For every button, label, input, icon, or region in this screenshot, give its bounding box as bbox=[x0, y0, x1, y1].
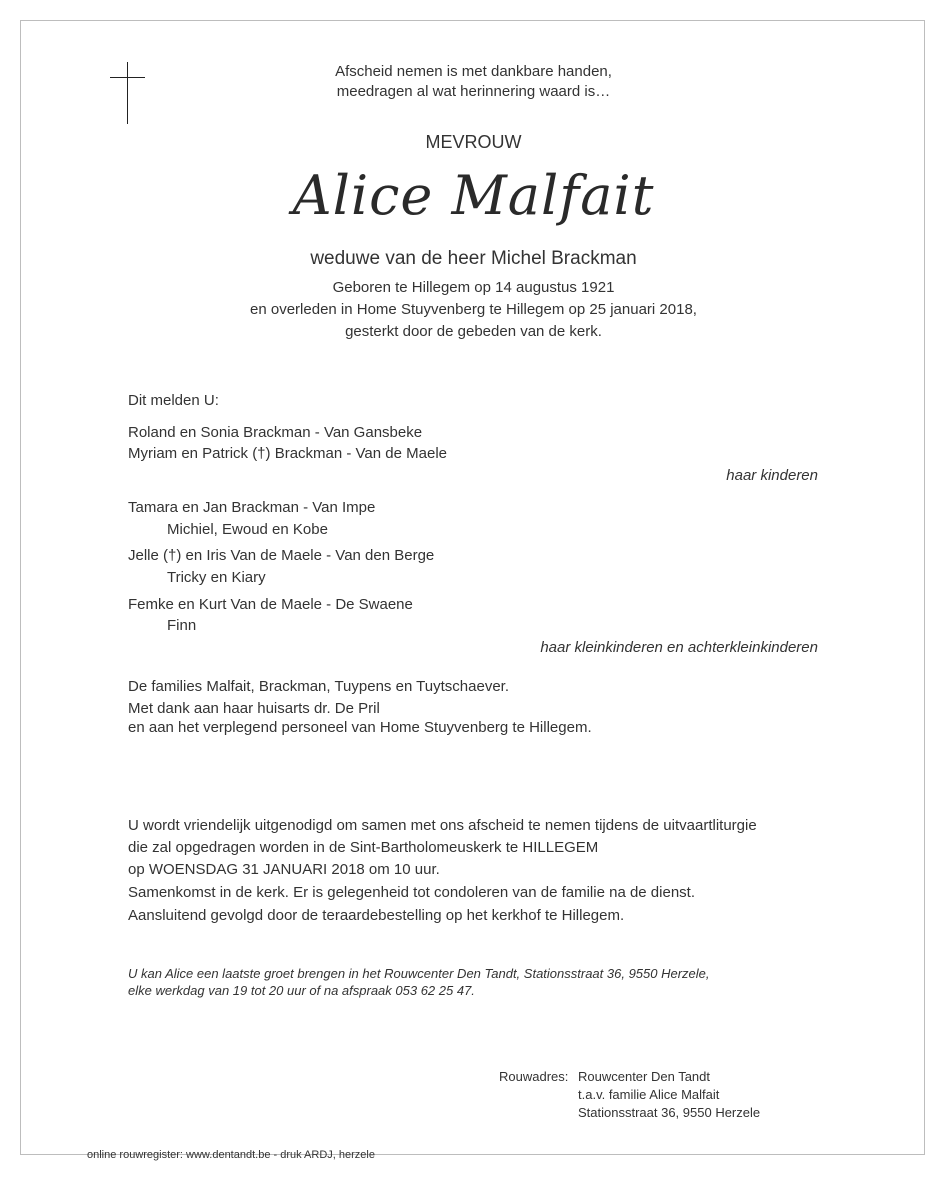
address-line: Stationsstraat 36, 9550 Herzele bbox=[578, 1105, 761, 1120]
children-label: haar kinderen bbox=[726, 467, 818, 484]
motto-line: meedragen al wat herinnering waard is… bbox=[336, 83, 611, 100]
invitation-line: die zal opgedragen worden in de Sint-Bartholomeuskerk te HILLEGEM bbox=[128, 839, 599, 856]
church-line: gesterkt door de gebeden van de kerk. bbox=[345, 323, 602, 340]
address-label: Rouwadres: bbox=[499, 1069, 569, 1084]
visit-info bbox=[128, 965, 710, 999]
thanks-line: en aan het verplegend personeel van Home Stuyvenberg te Hillegem. bbox=[128, 719, 592, 736]
grandchild-kids: Finn bbox=[167, 617, 197, 634]
grandchild-parents: Jelle (†) en Iris Van de Maele - Van den Berge bbox=[128, 547, 435, 564]
invitation-line: Aansluitend gevolgd door de teraardebestelling op het kerkhof te Hillegem. bbox=[128, 907, 625, 924]
motto bbox=[0, 62, 947, 102]
address-block bbox=[578, 1068, 760, 1122]
announce-intro: Dit melden U: bbox=[128, 392, 219, 409]
families-line: De families Malfait, Brackman, Tuypens en Tuytschaever. bbox=[128, 678, 509, 695]
birth-line: Geboren te Hillegem op 14 augustus 1921 bbox=[332, 279, 615, 296]
visit-line: elke werkdag van 19 tot 20 uur of na afspraak 053 62 25 47. bbox=[128, 983, 475, 998]
grandchild-kids: Tricky en Kiary bbox=[167, 569, 266, 586]
grandchildren-label: haar kleinkinderen en achterkleinkinderen bbox=[540, 639, 818, 656]
footer-note: online rouwregister: www.dentandt.be - druk ARDJ, herzele bbox=[87, 1149, 375, 1161]
address-line: t.a.v. familie Alice Malfait bbox=[578, 1087, 720, 1102]
invitation-line: Samenkomst in de kerk. Er is gelegenheid tot condoleren van de familie na de dienst. bbox=[128, 884, 695, 901]
grandchild-parents: Tamara en Jan Brackman - Van Impe bbox=[128, 499, 376, 516]
birth-death-info bbox=[0, 277, 947, 343]
child-line: Roland en Sonia Brackman - Van Gansbeke bbox=[128, 424, 423, 441]
thanks-line: Met dank aan haar huisarts dr. De Pril bbox=[128, 700, 380, 717]
title: MEVROUW bbox=[425, 132, 522, 152]
visit-line: U kan Alice een laatste groet brengen in het Rouwcenter Den Tandt, Stationsstraat 36, 9550 Herzele, bbox=[128, 966, 710, 981]
grandchild-parents: Femke en Kurt Van de Maele - De Swaene bbox=[128, 596, 413, 613]
deceased-name: Alice Malfait bbox=[292, 164, 655, 227]
death-line: en overleden in Home Stuyvenberg te Hillegem op 25 januari 2018, bbox=[250, 301, 697, 318]
motto-line: Afscheid nemen is met dankbare handen, bbox=[335, 63, 612, 80]
child-line: Myriam en Patrick (†) Brackman - Van de Maele bbox=[128, 445, 447, 462]
widow-line: weduwe van de heer Michel Brackman bbox=[310, 248, 637, 269]
invitation-line: U wordt vriendelijk uitgenodigd om samen met ons afscheid te nemen tijdens de uitvaartliturgie bbox=[128, 817, 757, 834]
address-line: Rouwcenter Den Tandt bbox=[578, 1069, 711, 1084]
grandchild-kids: Michiel, Ewoud en Kobe bbox=[167, 521, 328, 538]
invitation-line: op WOENSDAG 31 JANUARI 2018 om 10 uur. bbox=[128, 861, 440, 878]
